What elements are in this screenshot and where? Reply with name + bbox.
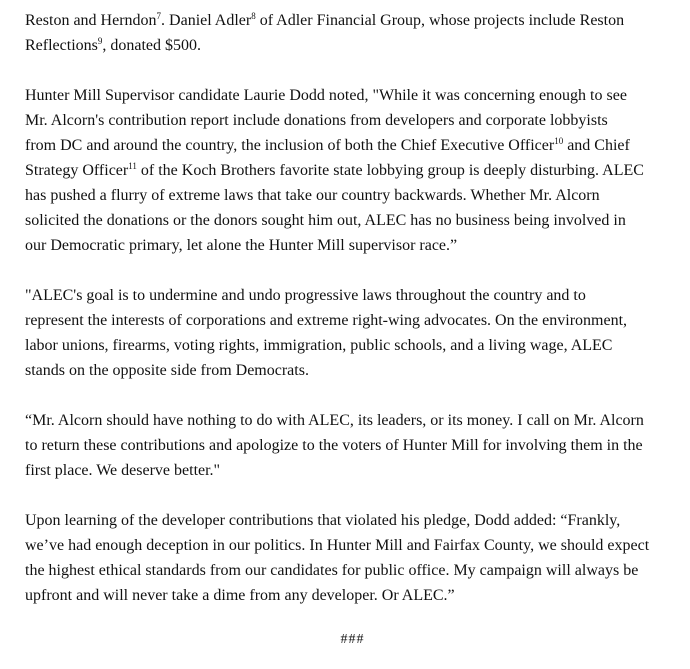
text-run: has pushed a flurry of extreme laws that take our country backwards. Whether Mr. Alcorn [25, 187, 600, 204]
paragraph [25, 508, 680, 608]
text-line [25, 33, 680, 58]
text-line [25, 308, 680, 333]
text-line [25, 533, 680, 558]
text-line [25, 408, 680, 433]
text-line [25, 558, 680, 583]
text-run: we’ve had enough deception in our politics. In Hunter Mill and Fairfax County, we should expect [25, 537, 650, 554]
text-run: first place. We deserve better." [25, 462, 221, 479]
text-run: . Daniel Adler [161, 12, 252, 29]
text-line [25, 433, 680, 458]
text-run: Reflections [25, 37, 98, 54]
text-run: Hunter Mill Supervisor candidate Laurie Dodd noted, "While it was concerning enough to see [25, 87, 627, 104]
text-run: “Mr. Alcorn should have nothing to do with ALEC, its leaders, or its money. I call on Mr. Alcorn [25, 412, 644, 429]
footnote-marker: 10 [554, 136, 564, 146]
text-line [25, 183, 680, 208]
text-run: , donated $500. [102, 37, 202, 54]
text-run: labor unions, firearms, voting rights, immigration, public schools, and a living wage, ALEC [25, 337, 613, 354]
text-run: our Democratic primary, let alone the Hunter Mill supervisor race.” [25, 237, 458, 254]
text-line [25, 158, 680, 183]
text-line [25, 333, 680, 358]
text-run: upfront and will never take a dime from any developer. Or ALEC.” [25, 587, 455, 604]
text-run: Reston and Herndon [25, 12, 157, 29]
text-line [25, 83, 680, 108]
footnote-marker: 7 [156, 11, 162, 21]
text-run: "ALEC's goal is to undermine and undo progressive laws throughout the country and to [25, 287, 586, 304]
paragraph [25, 83, 680, 258]
document-body [25, 8, 680, 633]
text-run: represent the interests of corporations and extreme right-wing advocates. On the environment, [25, 312, 628, 329]
text-run: of the Koch Brothers favorite state lobbying group is deeply disturbing. ALEC [136, 162, 644, 179]
text-run: Strategy Officer [25, 162, 129, 179]
text-line [25, 233, 680, 258]
text-run: Upon learning of the developer contributions that violated his pledge, Dodd added: “Frankly, [25, 512, 621, 529]
paragraph [25, 8, 680, 58]
text-run: from DC and around the country, the inclusion of both the Chief Executive Officer [25, 137, 555, 154]
footnote-marker: 8 [251, 11, 256, 21]
footnote-marker: 9 [97, 36, 103, 46]
text-run: solicited the donations or the donors sought him out, ALEC has no business being involved in [25, 212, 626, 229]
text-run: and Chief [563, 137, 630, 154]
paragraph [25, 283, 680, 383]
text-line [25, 208, 680, 233]
text-line [25, 583, 680, 608]
text-line [25, 108, 680, 133]
paragraph [25, 408, 680, 483]
text-line [25, 133, 680, 158]
text-line [25, 8, 680, 33]
end-mark: ### [340, 632, 365, 647]
text-run: the highest ethical standards from our candidates for public office. My campaign will always be [25, 562, 639, 579]
text-line [25, 458, 680, 483]
footnote-marker: 11 [128, 161, 137, 171]
text-run: to return these contributions and apologize to the voters of Hunter Mill for involving them in the [25, 437, 643, 454]
text-run: of Adler Financial Group, whose projects include Reston [255, 12, 625, 29]
text-line [25, 283, 680, 308]
text-run: Mr. Alcorn's contribution report include donations from developers and corporate lobbyists [25, 112, 608, 129]
text-line [25, 508, 680, 533]
text-run: stands on the opposite side from Democrats. [25, 362, 309, 379]
text-line [25, 358, 680, 383]
